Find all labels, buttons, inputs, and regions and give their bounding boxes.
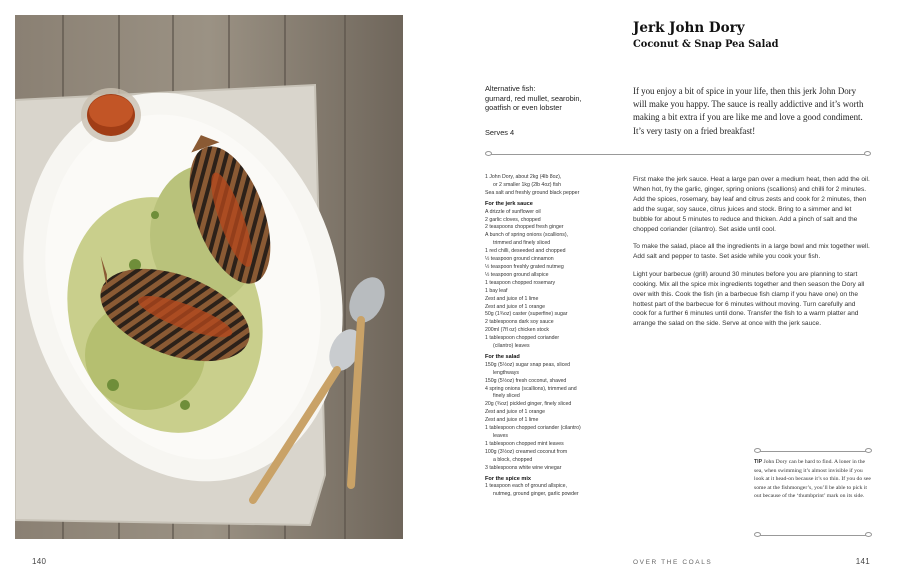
ingredient-section-heading: For the spice mix (485, 475, 532, 482)
ingredient-line: 1 teaspoon chopped rosemary (485, 279, 556, 286)
ingredient-line: 1 John Dory, about 2kg (4lb 8oz), (485, 174, 562, 180)
ingredient-line: 150g (5½oz) fresh coconut, shaved (485, 377, 567, 384)
ingredient-line: 100g (3½oz) creamed coconut from (485, 448, 568, 455)
ingredient-line: or 2 smaller 1kg (2lb 4oz) fish (493, 181, 562, 188)
ingredient-line: 1 red chilli, deseeded and chopped (485, 248, 566, 255)
ingredient-line: 1 teaspoon each of ground allspice, (485, 483, 567, 490)
recipe-subtitle: Coconut & Snap Pea Salad (633, 39, 779, 50)
alternative-fish-line: goatfish or even lobster (485, 103, 562, 113)
ingredient-line: Sea salt and freshly ground black pepper (485, 189, 580, 196)
ingredient-line: A bunch of spring onions (scallions), (485, 232, 569, 239)
ingredient-line: a block, chopped (493, 456, 533, 463)
ingredient-line: 2 garlic cloves, chopped (485, 216, 541, 223)
ingredient-line: leaves (493, 433, 508, 439)
ingredient-section-heading: For the salad (485, 353, 520, 360)
ingredient-line: Zest and juice of 1 lime (485, 295, 539, 302)
tip-text: John Dory can be hard to find. A loner in the sea, when swimming it’s almost invisible if you look at it head-on because it’s so thin. If you do see some at the fishmonger’s, you’ll be able to pick it out because of the ‘thumbprint’ mark on its side. (754, 459, 871, 500)
ingredient-line: 2 teaspoons chopped fresh ginger (485, 224, 564, 231)
method-steps (633, 175, 871, 337)
alternative-fish-line: gurnard, red mullet, searobin, (485, 93, 582, 103)
ingredient-line: 3 tablespoons white wine vinegar (485, 464, 562, 471)
ingredient-list (485, 174, 610, 499)
tip-divider-top (754, 447, 872, 455)
page-number-right: 141 (855, 557, 870, 566)
ingredient-line: A drizzle of sunflower oil (485, 208, 541, 215)
ingredient-line: 1 tablespoon chopped coriander (485, 335, 560, 342)
page-number-left: 140 (32, 557, 47, 566)
ingredient-line: 4 spring onions (scallions), trimmed and (485, 385, 577, 392)
ingredient-line: (cilantro) leaves (493, 343, 530, 350)
ingredient-line: trimmed and finely sliced (493, 240, 551, 247)
ingredient-line: Zest and juice of 1 orange (485, 409, 545, 416)
ingredient-line: ½ teaspoon ground allspice (485, 271, 549, 278)
alternative-fish (485, 84, 605, 113)
grilled-fish-photo-illustration (15, 15, 403, 539)
tip-label: TIP (754, 459, 763, 465)
ingredient-line: 1 tablespoon chopped mint leaves (485, 440, 564, 447)
recipe-photo (15, 15, 403, 539)
ingredient-line: 20g (¾oz) pickled ginger, finely sliced (485, 401, 572, 408)
ingredient-line: ½ teaspoon ground cinnamon (485, 256, 554, 263)
ingredient-line: ½ teaspoon freshly grated nutmeg (485, 263, 564, 270)
alternative-fish-line: Alternative fish: (485, 84, 536, 93)
method-paragraph: First make the jerk sauce. Heat a large pan over a medium heat, then add the oil. When hot, fry the garlic, ginger, spring onions (scallions) and chilli for 2 minutes. Add the spices, rosemary, bay leaf and citrus zests and cook for 2 minutes, then add the sugar, soy sauce, citrus juices and stock. Bring to a simmer and let bubble for about 5 minutes to reduce and thicken. Add a pinch of salt and the chopped coriander (cilantro). Set aside until cool. (633, 176, 870, 233)
recipe-title: Jerk John Dory (633, 20, 745, 36)
running-head: OVER THE COALS (633, 559, 713, 566)
ingredient-line: nutmeg, ground ginger, garlic powder (493, 491, 579, 498)
ingredient-line: 50g (1¾oz) caster (superfine) sugar (485, 311, 568, 318)
serves-label: Serves 4 (485, 128, 515, 137)
ingredient-line: Zest and juice of 1 lime (485, 417, 539, 424)
ingredient-line: Zest and juice of 1 orange (485, 303, 545, 310)
ingredient-line: 2 tablespoons dark soy sauce (485, 319, 554, 326)
method-paragraph: To make the salad, place all the ingredients in a large bowl and mix together well. Add salt and pepper to taste. Set aside while you cook your fish. (633, 243, 870, 261)
method-paragraph: Light your barbecue (grill) around 30 minutes before you are planning to start cooking. Mix all the spice mix ingredients together and then season the Dory all over with this. Cook the fish (in a barbecue fish clamp if you have one) on the hottest part of the barbecue for 6 minutes without moving. Turn carefully and cook for a further 6 minutes until done. Transfer the fish to a warm platter and arrange the salad on the side. Serve at once with the jerk sauce. (633, 270, 865, 328)
tip-divider-bottom (754, 531, 872, 539)
ingredient-line: 1 tablespoon chopped coriander (cilantro) (485, 425, 581, 432)
ingredient-line: finely sliced (493, 393, 520, 400)
ingredient-section-heading: For the jerk sauce (485, 200, 533, 207)
recipe-intro: If you enjoy a bit of spice in your life, then this jerk John Dory will make you happy. The sauce is really addictive and it’s worth making a bit extra if you are like me and love a good condiment. It’s very tasty on a fried breakfast! (633, 86, 864, 136)
ingredient-line: lengthways (493, 369, 519, 376)
section-divider (485, 150, 871, 158)
tip-box (754, 458, 872, 501)
ingredient-line: 1 bay leaf (485, 287, 508, 294)
ingredient-line: 200ml (7fl oz) chicken stock (485, 327, 550, 334)
ingredient-line: 150g (5½oz) sugar snap peas, sliced (485, 361, 571, 368)
